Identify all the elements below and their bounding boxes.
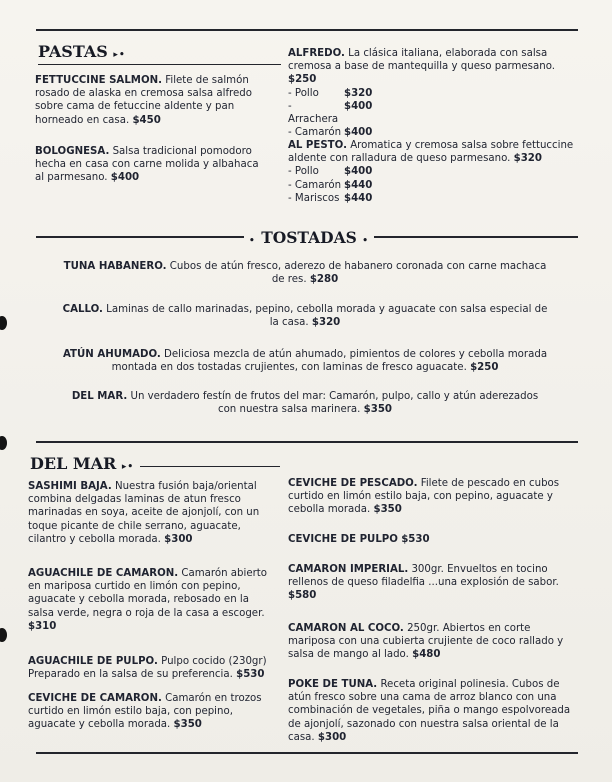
bottom-rule — [36, 752, 578, 754]
delmar-rule — [36, 441, 578, 443]
menu-item: CAMARON IMPERIAL. 300gr. Envueltos en tocino rellenos de queso filadelfia ...una explosión de sabor. $580 — [288, 564, 559, 602]
option-row: - Camarón $440 — [288, 179, 373, 191]
tostadas-rule-right — [374, 236, 578, 238]
menu-item: CEVICHE DE CAMARON. Camarón en trozos curtido en limón estilo baja, con pepino, aguacate y cebolla morada. $350 — [28, 693, 262, 731]
menu-item: CAMARON AL COCO. 250gr. Abiertos en corte mariposa con una cubierta crujiente de coco rallado y salsa de mango al lado. $480 — [288, 623, 564, 661]
menu-item: SASHIMI BAJA. Nuestra fusión baja/oriental combina delgadas laminas de atun fresco marinadas en soya, aceite de ajonjolí, con un toque picante de chile serrano, aguacate, cilantro y cebolla morada. $300 — [28, 481, 260, 545]
option-row: - Pollo $320 — [288, 87, 373, 99]
binder-hole — [0, 436, 7, 450]
option-row: - Camarón $400 — [288, 127, 373, 139]
tostadas-rule-left — [36, 236, 244, 238]
menu-item: ALFREDO. La clásica italiana, elaborada con salsa cremosa a base de mantequilla y queso parmesano. $250 - Pollo $320 - Arrachera $400 - Camarón $400 — [288, 47, 586, 139]
menu-item: AGUACHILE DE CAMARON. Camarón abierto en mariposa curtido en limón con pepino, aguacate y cebolla morada, rebosado en la salsa verde, negra o roja de la casa a escoger. $310 — [28, 568, 268, 632]
binder-hole — [0, 628, 7, 642]
binder-hole — [0, 316, 7, 330]
menu-item: CEVICHE DE PESCADO. Filete de pescado en cubos curtido en limón estilo baja, con pepino, aguacate y cebolla morada. $350 — [288, 478, 560, 516]
option-row: - Pollo $400 — [288, 166, 373, 178]
menu-item: CALLO. Laminas de callo marinadas, pepino, cebolla morada y aguacate con salsa especial de la casa. $320 — [62, 304, 548, 329]
section-title-delmar: DEL MAR ▸• — [30, 454, 135, 473]
top-rule — [36, 29, 578, 31]
menu-item: TUNA HABANERO. Cubos de atún fresco, aderezo de habanero coronada con carne machaca de res. $280 — [63, 261, 547, 286]
pastas-underline — [38, 64, 281, 65]
delmar-underline — [140, 466, 280, 467]
section-title-tostadas: • TOSTADAS • — [249, 228, 369, 247]
menu-item: AGUACHILE DE PULPO. Pulpo cocido (230gr) Preparado en la salsa de su preferencia. $530 — [28, 656, 267, 681]
menu-item: ATÚN AHUMADO. Deliciosa mezcla de atún ahumado, pimientos de colores y cebolla morada montada en dos tostadas crujientes, con laminas de fresco aguacate. $250 — [62, 349, 548, 374]
option-row: - Mariscos $440 — [288, 192, 373, 204]
menu-item: BOLOGNESA. Salsa tradicional pomodoro hecha en casa con carne molida y albahaca al parmesano. $400 — [35, 146, 259, 184]
menu-item: DEL MAR. Un verdadero festín de frutos del mar: Camarón, pulpo, callo y atún aderezados con nuestra salsa marinera. $350 — [71, 391, 539, 416]
menu-item: AL PESTO. Aromatica y cremosa salsa sobre fettuccine aldente con ralladura de queso parmesano. $320 - Pollo $400 - Camarón $440 - Mariscos $440 — [288, 139, 586, 205]
menu-item: POKE DE TUNA. Receta original polinesia. Cubos de atún fresco sobre una cama de arroz blanco con una combinación de vegetales, piña o mango espolvoreada de ajonjolí, sazonado con nuestra salsa oriental de la casa. $300 — [288, 679, 571, 743]
menu-item: FETTUCCINE SALMON. Filete de salmón rosado de alaska en cremosa salsa alfredo sobre cama de fetuccine aldente y pan horneado en casa. $450 — [35, 75, 252, 126]
option-row: - Arrachera $400 — [288, 100, 373, 126]
menu-item: CEVICHE DE PULPO $530 — [288, 534, 430, 545]
section-title-pastas: PASTAS ▸• — [38, 42, 126, 61]
